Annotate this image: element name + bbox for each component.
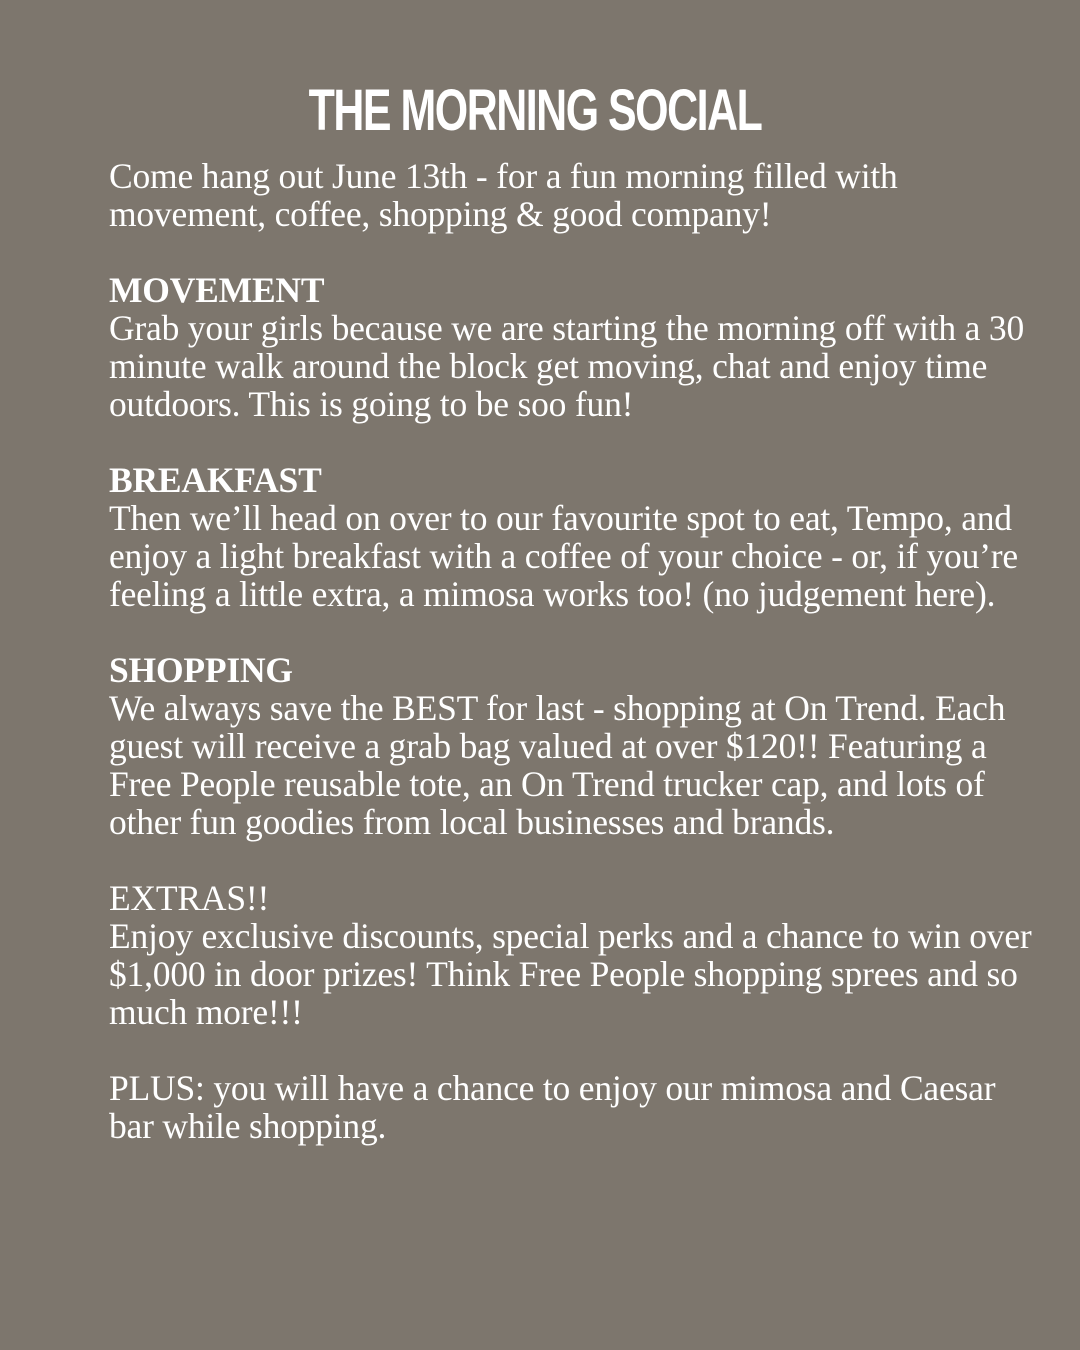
- spacer: [109, 841, 1039, 879]
- section-body-shopping: We always save the BEST for last - shopping at On Trend. Each guest will receive a grab bag valued at over $120!! Featuring a Free People reusable tote, an On Trend trucker cap, and lots of other fun goodies from local businesses and brands.: [109, 688, 1006, 842]
- plus-text: PLUS: you will have a chance to enjoy our mimosa and Caesar bar while shopping.: [109, 1068, 996, 1146]
- section-body-movement: Grab your girls because we are starting the morning off with a 30 minute walk around the block get moving, chat and enjoy time outdoors. This is going to be soo fun!: [109, 308, 1024, 424]
- section-body-extras: Enjoy exclusive discounts, special perks and a chance to win over $1,000 in door prizes! Think Free People shopping sprees and so much more!!!: [109, 916, 1032, 1032]
- spacer: [109, 423, 1039, 461]
- spacer: [109, 613, 1039, 651]
- flyer-content: [109, 157, 1039, 1145]
- page-title: THE MORNING SOCIAL: [308, 78, 762, 143]
- section-heading-extras: EXTRAS!!: [109, 878, 270, 918]
- spacer: [109, 1031, 1039, 1069]
- section-heading-breakfast: BREAKFAST: [109, 460, 322, 500]
- section-body-breakfast: Then we’ll head on over to our favourite spot to eat, Tempo, and enjoy a light breakfast with a coffee of your choice - or, if you’re feeling a little extra, a mimosa works too! (no judgement here).: [109, 498, 1018, 614]
- section-heading-shopping: SHOPPING: [109, 650, 293, 690]
- section-heading-movement: MOVEMENT: [109, 270, 325, 310]
- intro-text: Come hang out June 13th - for a fun morning filled with movement, coffee, shopping & good company!: [109, 156, 898, 234]
- spacer: [109, 233, 1039, 271]
